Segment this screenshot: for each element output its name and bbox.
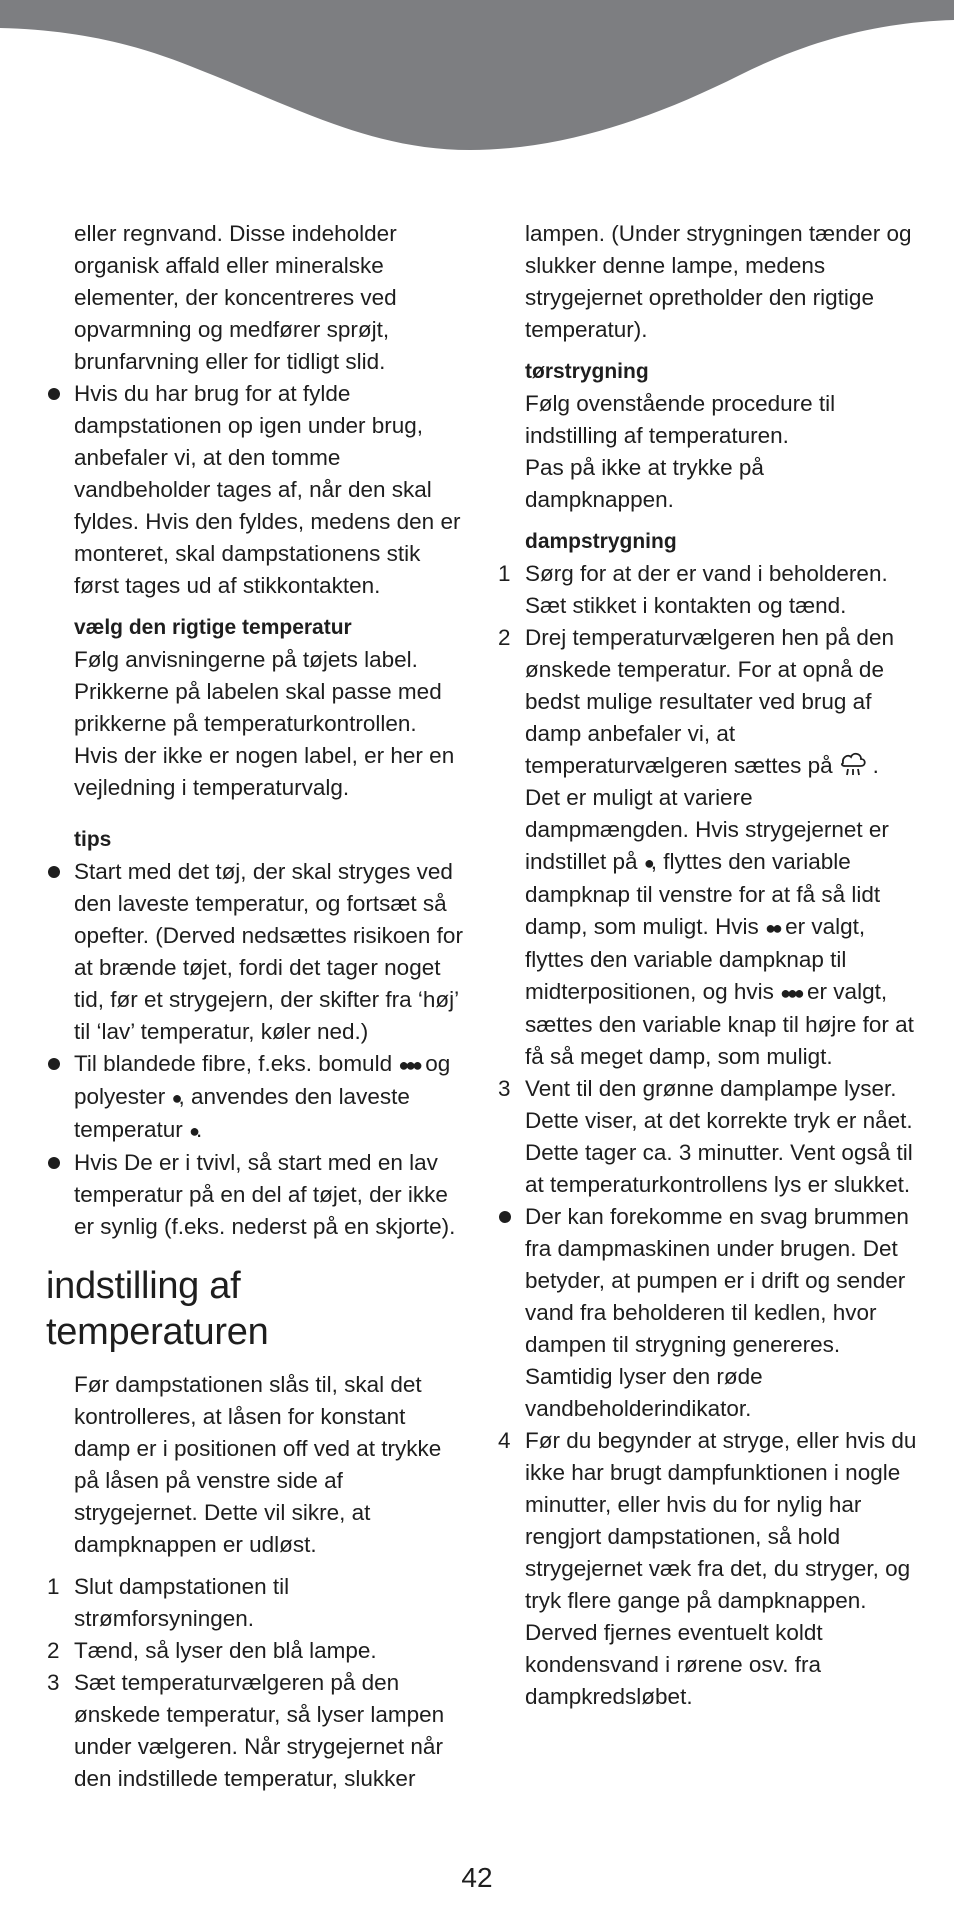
step-number: 3: [47, 1670, 60, 1695]
header-wave-decoration: [0, 0, 954, 160]
step-number: 2: [47, 1638, 60, 1663]
one-dot-symbol: ●: [171, 1088, 179, 1108]
bullet-icon: [48, 388, 60, 400]
step-number: 2: [498, 625, 511, 650]
bullet-text: Hvis du har brug for at fylde dampstationen op igen under brug, anbefaler vi, at den tomme vandbeholder tages af, når den skal fyldes. Hvis den fyldes, medens den er monteret, skal dampstationens stik først tages ud af stikkontakten.: [74, 381, 461, 598]
numbered-steps: [46, 1571, 464, 1795]
list-item-tip-1: [46, 856, 464, 1048]
step-text: Drej temperaturvælgeren hen på den ønskede temperatur. For at opnå de bedst mulige resultater ved brug af damp anbefaler vi, at temperaturvælgeren sættes på: [525, 625, 894, 778]
tip-text: Start med det tøj, der skal stryges ved den laveste temperatur, og fortsæt så opefter. (Derved nedsættes risikoen for at brænde tøjet, fordi det tager noget tid, før et strygejern, der skifter fra ‘høj’ til ‘lav’ temperatur, køler ned.): [74, 859, 463, 1044]
bullet-icon: [48, 1058, 60, 1070]
tip-text: og polyester: [74, 1051, 451, 1109]
step-item: [497, 1425, 917, 1713]
paragraph-dry: Følg ovenstående procedure til indstilling af temperaturen.: [525, 391, 836, 448]
steam-icon: [839, 751, 867, 777]
paragraph-temperature: Følg anvisningerne på tøjets label. Prikkerne på labelen skal passe med prikkerne på temperaturkontrollen. Hvis der ikke er nogen label, er her en vejledning i temperaturvalg.: [74, 647, 455, 800]
left-column: [46, 218, 464, 1795]
step-number: 3: [498, 1076, 511, 1101]
paragraph-continuation: lampen. (Under strygningen tænder og slukker denne lampe, medens strygejernet opretholder den rigtige temperatur).: [525, 221, 912, 342]
bullet-icon: [48, 1157, 60, 1169]
step-text: Sørg for at der er vand i beholderen. Sæt stikket i kontakten og tænd.: [525, 561, 888, 618]
subheading-dry-ironing: tørstrygning: [525, 360, 649, 383]
step-item: [46, 1667, 464, 1795]
step-text: . Det er muligt at variere dampmængden. Hvis strygejernet er indstillet på: [525, 753, 889, 874]
step-item: [46, 1635, 464, 1667]
bullet-text: Der kan forekomme en svag brummen fra dampmaskinen under brugen. Det betyder, at pumpen er i drift og sender vand fra beholderen til kedlen, hvor dampen til strygning genereres. Samtidig lyser den røde vandbeholderindikator.: [525, 1204, 909, 1421]
tip-text: Til blandede fibre, f.eks. bomuld: [74, 1051, 393, 1076]
step-item: [497, 558, 917, 622]
step-text: Slut dampstationen til strømforsyningen.: [74, 1574, 290, 1631]
page-number: 42: [461, 1862, 493, 1893]
paragraph-continuation: eller regnvand. Disse indeholder organisk affald eller mineralske elementer, der koncentreres ved opvarmning og medfører sprøjt, brunfarvning eller for tidligt slid.: [74, 221, 397, 374]
tip-text: Hvis De er i tvivl, så start med en lav temperatur på en del af tøjet, der ikke er synlig (f.eks. nederst på en skjorte).: [74, 1150, 456, 1239]
tip-text: , anvendes den laveste temperatur: [74, 1084, 410, 1142]
step-text: Sæt temperaturvælgeren på den ønskede temperatur, så lyser lampen under vælgeren. Når strygejernet når den indstillede temperatur, slukker: [74, 1670, 445, 1791]
list-item-refill: [46, 378, 464, 602]
step-number: 4: [498, 1428, 511, 1453]
three-dots-symbol: ●●●: [780, 983, 801, 1003]
step-text: Tænd, så lyser den blå lampe.: [74, 1638, 377, 1663]
subheading-tips: tips: [74, 828, 112, 851]
step-item: [497, 1073, 917, 1201]
step-item: [46, 1571, 464, 1635]
list-item-tip-2: [46, 1048, 464, 1147]
subheading-temperature: vælg den rigtige temperatur: [74, 616, 352, 639]
two-dots-symbol: ●●: [765, 918, 779, 938]
section-heading-temperature-setting: indstilling af temperaturen: [46, 1265, 269, 1353]
bullet-icon: [48, 866, 60, 878]
step-text: er valgt, flyttes den variable dampknap til midterpositionen, og hvis: [525, 914, 866, 1004]
paragraph-dry-note: Pas på ikke at trykke på dampknappen.: [525, 455, 764, 512]
step-text: Før du begynder at stryge, eller hvis du ikke har brugt dampfunktionen i nogle minutter, eller hvis du for nylig har rengjort dampstationen, så hold strygejernet væk fra det, du stryger, og tryk flere gange på dampknappen. Derved fjernes eventuelt koldt kondensvand i rørene osv. fra dampkredsløbet.: [525, 1428, 917, 1709]
list-item-hum: [497, 1201, 917, 1425]
right-column: [497, 218, 917, 1713]
step-number: 1: [47, 1574, 60, 1599]
step-number: 1: [498, 561, 511, 586]
bullet-icon: [499, 1211, 511, 1223]
list-item-tip-3: [46, 1147, 464, 1243]
step-item: [497, 622, 917, 1073]
step-text: , flyttes den variable dampknap til venstre for at få så lidt damp, som muligt. Hvis: [525, 849, 881, 939]
subheading-steam-ironing: dampstrygning: [525, 530, 677, 553]
one-dot-symbol: ●: [643, 853, 651, 873]
step-text: Vent til den grønne damplampe lyser. Dette viser, at det korrekte tryk er nået. Dette tager ca. 3 minutter. Vent også til at temperaturkontrollens lys er slukket.: [525, 1076, 913, 1197]
step-text: er valgt, sættes den variable knap til højre for at få så meget damp, som muligt.: [525, 979, 914, 1069]
three-dots-symbol: ●●●: [398, 1055, 419, 1075]
one-dot-symbol: ●: [189, 1121, 196, 1141]
paragraph-setting: Før dampstationen slås til, skal det kontrolleres, at låsen for konstant damp er i positionen off ved at trykke på låsen på venstre side af strygejernet. Dette vil sikre, at dampknappen er udløst.: [74, 1372, 442, 1557]
tip-text: .: [195, 1117, 203, 1142]
